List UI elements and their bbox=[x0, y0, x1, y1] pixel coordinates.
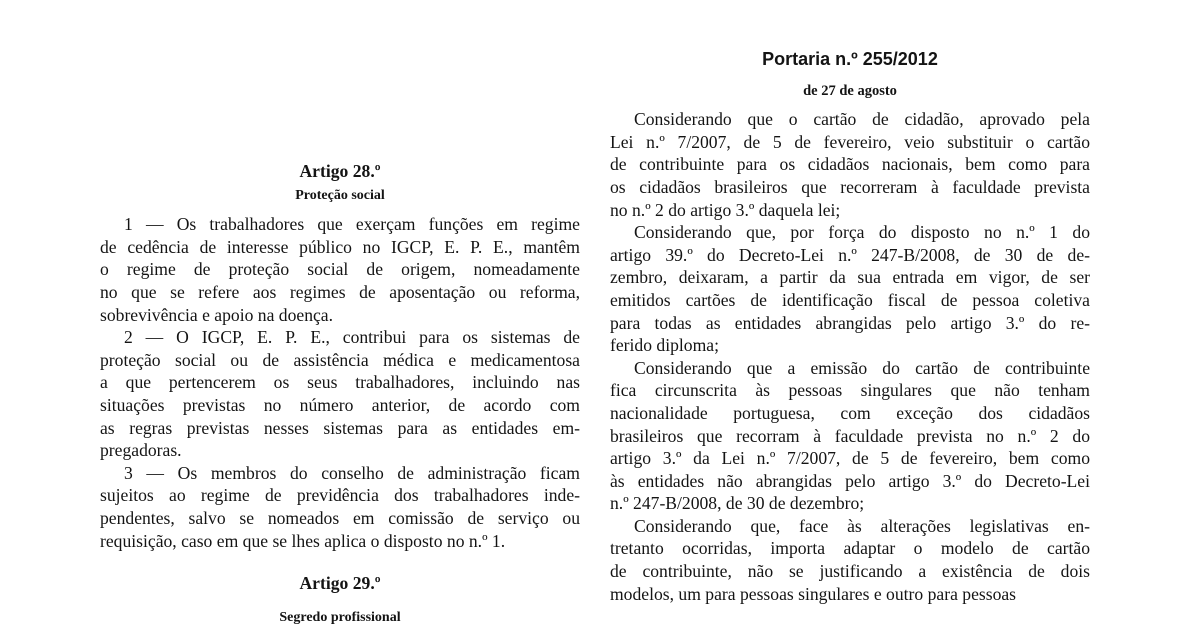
article-28-line: 1 — Os trabalhadores que exerçam funções em regime bbox=[124, 214, 580, 235]
article-28-line: situações previstas no número anterior, de acordo com bbox=[100, 394, 580, 415]
portaria-line: às entidades não abrangidas pelo artigo 3.º do Decreto-Lei bbox=[610, 470, 1090, 491]
article-28-subtitle: Proteção social bbox=[295, 187, 385, 203]
article-29-title: Artigo 29.º bbox=[299, 573, 381, 594]
portaria-line: emitidos cartões de identificação fiscal de pessoa coletiva bbox=[610, 289, 1090, 310]
article-28-line: 3 — Os membros do conselho de administração ficam bbox=[124, 462, 580, 483]
portaria-line: artigo 3.º da Lei n.º 7/2007, de 5 de fevereiro, bem como bbox=[610, 448, 1090, 469]
article-28-line: o regime de proteção social de origem, nomeadamente bbox=[100, 259, 580, 280]
article-28-paragraph bbox=[100, 213, 580, 326]
portaria-line: zembro, deixaram, a partir da sua entrada em vigor, de ser bbox=[610, 267, 1090, 288]
portaria-line: modelos, um para pessoas singulares e outro para pessoas bbox=[610, 583, 1017, 604]
article-28-line: pregadoras. bbox=[100, 440, 182, 461]
portaria-line: Considerando que a emissão do cartão de contribuinte bbox=[634, 357, 1090, 378]
portaria-line: para todas as entidades abrangidas pelo artigo 3.º do re- bbox=[610, 312, 1090, 333]
article-28-title: Artigo 28.º bbox=[299, 161, 381, 181]
portaria-line: Considerando que, por força do disposto no n.º 1 do bbox=[634, 222, 1090, 243]
article-28-line: no que se refere aos regimes de aposentação ou reforma, bbox=[100, 281, 580, 302]
portaria-line: de contribuinte, não se justificando a existência de dois bbox=[610, 561, 1090, 582]
article-28-body bbox=[100, 213, 580, 552]
article-28-line: proteção social ou de assistência médica e medicamentosa bbox=[100, 349, 580, 370]
portaria-line: fica circunscrita às pessoas singulares que não tenham bbox=[610, 380, 1090, 401]
portaria-line: artigo 39.º do Decreto-Lei n.º 247-B/2008, de 30 de de- bbox=[610, 244, 1090, 265]
left-column bbox=[100, 0, 580, 629]
portaria-title: Portaria n.º 255/2012 bbox=[762, 49, 938, 69]
portaria-line: Considerando que o cartão de cidadão, aprovado pela bbox=[634, 109, 1090, 130]
article-28-line: sujeitos ao regime de previdência dos trabalhadores inde- bbox=[100, 485, 580, 506]
article-28-line: pendentes, salvo se nomeados em comissão de serviço ou bbox=[100, 507, 580, 528]
portaria-line: brasileiros que recorram à faculdade prevista no n.º 2 do bbox=[610, 425, 1090, 446]
article-28-line: 2 — O IGCP, E. P. E., contribui para os sistemas de bbox=[124, 327, 580, 348]
article-28-line: sobrevivência e apoio na doença. bbox=[100, 304, 334, 325]
portaria-line: nacionalidade portuguesa, com exceção dos cidadãos bbox=[610, 402, 1090, 423]
right-column bbox=[610, 0, 1090, 605]
portaria-line: os cidadãos brasileiros que recorreram à faculdade prevista bbox=[610, 176, 1090, 197]
article-28-line: as regras previstas nesses sistemas para as entidades em- bbox=[100, 417, 580, 438]
article-28-paragraph bbox=[100, 326, 580, 462]
portaria-paragraph bbox=[610, 515, 1090, 605]
article-28-paragraph bbox=[100, 462, 580, 552]
article-29-subtitle: Segredo profissional bbox=[279, 609, 401, 625]
portaria-line: de contribuinte para os cidadãos nacionais, bem como para bbox=[610, 154, 1090, 175]
portaria-paragraph bbox=[610, 108, 1090, 221]
portaria-line: ferido diploma; bbox=[610, 335, 719, 356]
portaria-date: de 27 de agosto bbox=[803, 82, 897, 99]
article-28-line: a que pertencerem os seus trabalhadores, incluindo nas bbox=[100, 372, 580, 393]
portaria-line: n.º 247-B/2008, de 30 de dezembro; bbox=[610, 493, 865, 514]
portaria-paragraph bbox=[610, 357, 1090, 515]
portaria-line: Considerando que, face às alterações legislativas en- bbox=[634, 515, 1090, 536]
portaria-line: no n.º 2 do artigo 3.º daquela lei; bbox=[610, 199, 841, 220]
portaria-body bbox=[610, 108, 1090, 605]
article-28-line: requisição, caso em que se lhes aplica o disposto no n.º 1. bbox=[100, 530, 506, 551]
article-28-line: de cedência de interesse público no IGCP, E. P. E., mantêm bbox=[100, 236, 580, 257]
portaria-line: tretanto ocorridas, importa adaptar o modelo de cartão bbox=[610, 538, 1090, 559]
portaria-line: Lei n.º 7/2007, de 5 de fevereiro, veio substituir o cartão bbox=[610, 131, 1090, 152]
portaria-paragraph bbox=[610, 221, 1090, 357]
